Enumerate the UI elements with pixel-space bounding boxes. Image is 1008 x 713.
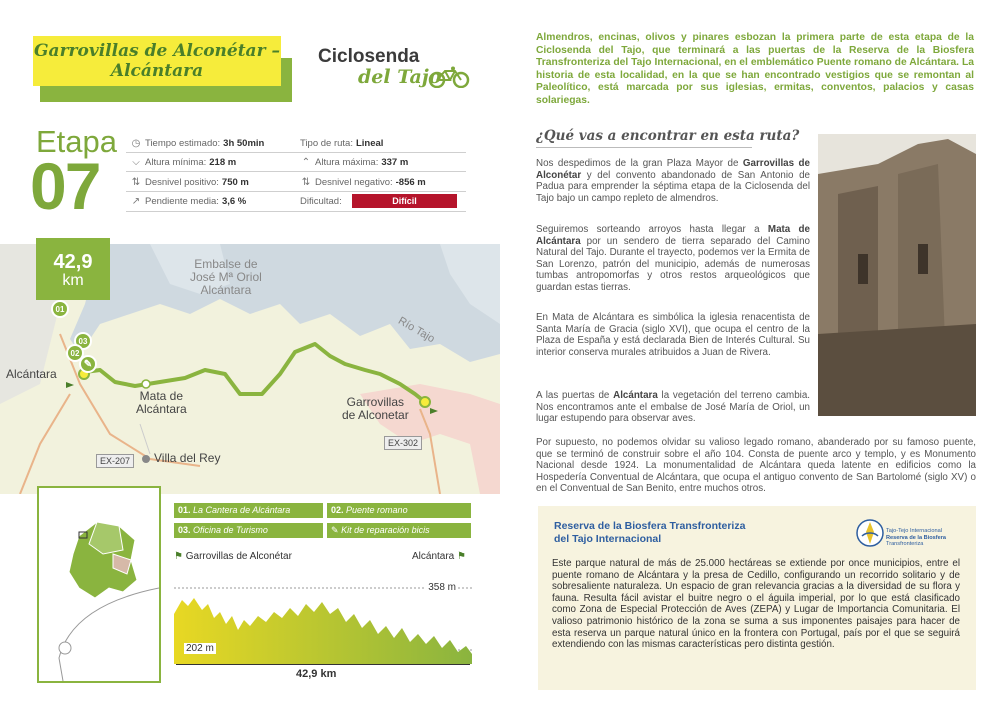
p4-text-a: A las puertas de: [536, 390, 614, 401]
locator-map: [39, 488, 159, 681]
arrow-down-icon: ⌵: [132, 157, 140, 168]
map-label-garrovillas-2: de Alconetar: [342, 408, 409, 422]
poi-item[interactable]: [327, 523, 471, 538]
stat-difficulty: [300, 196, 342, 207]
updown-icon: ⇅: [301, 177, 311, 188]
stage-number: 07: [30, 149, 100, 223]
stat-type-value: Lineal: [355, 138, 384, 149]
paragraph-4: [536, 390, 810, 425]
paragraph-2: [536, 224, 810, 293]
distance-unit: km: [62, 272, 84, 289]
church-image: [818, 134, 976, 416]
stage-title-line1: Garrovillas de Alconétar –: [34, 41, 280, 61]
p4-bold: Alcántara: [613, 390, 658, 401]
map-label-garrovillas: [342, 396, 409, 422]
poi-name: Oficina de Turismo: [193, 525, 268, 535]
reserve-box: [538, 506, 976, 690]
map-label-alcantara: Alcántara: [6, 367, 57, 381]
elevation-chart: [174, 564, 472, 664]
brand-bottom: del Tajo: [358, 66, 442, 88]
p4-text-c: la vegetación del terreno cambia. Nos encontramos ante el embalse de José María de Oriol, un lugar estupendo para observar aves.: [536, 390, 810, 424]
map-label-embalse-3: Alcántara: [200, 283, 252, 297]
map-label-mata: [136, 390, 187, 416]
stat-type-label: Tipo de ruta:: [300, 138, 353, 149]
locator-inset: [37, 486, 161, 683]
distance-badge: [36, 238, 110, 300]
flag-icon: ⚑: [457, 551, 466, 562]
stat-negative-value: -856 m: [395, 177, 426, 188]
updown-icon: ⇅: [131, 177, 141, 188]
stat-slope: [130, 196, 246, 207]
map-label-mata-1: Mata de: [139, 389, 184, 403]
flag-icon: ⚑: [174, 551, 183, 562]
p1-text-c: y del convento abandonado de San Antonio de Padua para emprender la séptima etapa de la Ciclosenda del Tajo bajo un campo repleto de almendros.: [536, 169, 810, 204]
road-badge-ex302: EX-302: [384, 436, 422, 450]
p2-text-a: Seguiremos sorteando arroyos hasta llegar a: [536, 224, 768, 235]
stat-positive-label: Desnivel positivo:: [145, 177, 219, 188]
stat-type: [300, 138, 383, 149]
poi-num: 02.: [331, 505, 344, 515]
poi-name: La Cantera de Alcántara: [193, 505, 291, 515]
wrench-icon[interactable]: ✎: [79, 355, 97, 373]
p1-bold: Garrovillas de Alconétar: [536, 158, 810, 181]
p1-text-a: Nos despedimos de la gran Plaza Mayor de: [536, 158, 743, 169]
stat-max-alt-label: Altura máxima:: [315, 157, 379, 168]
distance-number: 42,9: [53, 251, 93, 273]
profile-start: [174, 551, 292, 562]
heading-underline: [536, 147, 752, 148]
paragraph-1: [536, 158, 810, 204]
arrow-up-icon: ⌃: [301, 157, 311, 168]
clock-icon: ◷: [131, 138, 141, 149]
intro-text: Almendros, encinas, olivos y pinares esbozan la primera parte de esta etapa de la Ciclosenda del Tajo, que terminará a las puertas de la Reserva de la Biosfera Transfronteriza del Tajo Internacional, en el emblemático Puente romano de Alcántara. La historia de esta localidad, en la que se han encontrado vestigios que se remontan al Paleolítico, está marcada por sus iglesias, ermitas, conventos, palacios y casas solariegas.: [536, 32, 974, 106]
stat-slope-value: 3,6 %: [221, 196, 247, 207]
reserve-logo-2: Reserva de la Biosfera: [886, 534, 947, 541]
map-label-embalse-2: José Mª Oriol: [190, 270, 262, 284]
profile-end: [412, 551, 466, 562]
stat-negative: [300, 177, 426, 188]
reserve-logo: [856, 516, 966, 556]
paragraph-3: En Mata de Alcántara es simbólica la iglesia renacentista de Santa María de Gracia (siglo XVI), que ocupa el centro de la Plaza de España y está declarada Bien de Interés Cultural. Su interior conserva murales atribuidos a Juan de Rivera.: [536, 312, 810, 358]
map-label-mata-2: Alcántara: [136, 402, 187, 416]
stat-min-alt: [130, 157, 236, 168]
section-heading: ¿Qué vas a encontrar en esta ruta?: [536, 128, 800, 144]
stat-difficulty-label: Dificultad:: [300, 196, 342, 207]
stat-slope-label: Pendiente media:: [145, 196, 219, 207]
brand-top: Ciclosenda: [318, 46, 420, 67]
trend-icon: ↗: [131, 196, 141, 207]
church-photo: [818, 134, 976, 416]
poi-name: Kit de reparación bicis: [341, 525, 430, 535]
elevation-profile: [174, 564, 472, 664]
divider: [126, 171, 466, 172]
profile-axis: [176, 664, 470, 665]
difficulty-badge: Difícil: [352, 194, 457, 208]
stat-time-label: Tiempo estimado:: [145, 138, 221, 149]
profile-start-label: Garrovillas de Alconétar: [185, 551, 292, 562]
map-label-embalse-1: Embalse de: [194, 257, 258, 271]
profile-distance: 42,9 km: [296, 668, 337, 680]
reserve-logo-3: Transfronteriza: [886, 541, 924, 547]
reserve-body: Este parque natural de más de 25.000 hectáreas se extiende por once municipios, entre el puente romano de Alcántara y la presa de Cedillo, configurando un recorrido solitario y de sobresaliente naturaleza. Un espacio de gran relevancia gracias a la diversidad de su flora y fauna. Resulta fácil avistar el buitre negro o el águila imperial, por lo que está clasificado como Zona de Especial Protección de Aves (ZEPA) y Lugar de Importancia Comunitaria. El valioso patrimonio histórico de la zona se suma a sus imponentes paisajes para hacer de esta reserva un parque natural único en la frontera con Portugal, país por el que se seguirá extendiendo con las mismas características pero distinta gestión.: [552, 558, 960, 651]
map-marker-03[interactable]: 03: [74, 332, 92, 350]
divider: [126, 152, 466, 153]
stat-min-alt-value: 218 m: [209, 157, 237, 168]
paragraph-5: Por supuesto, no podemos olvidar su valioso legado romano, abanderado por su famoso puente, que se terminó de construir sobre el año 104. Consta de puente arco y templo, y es Monumento Nacional desde 1924. La monumentalidad de Alcántara queda latente en edificios como la Hospedería Conventual de Alcántara, que ocupa el antiguo convento de San Bartolomé (siglo XV) o en el Conventual de San Benito, entre muchos otros.: [536, 437, 976, 494]
p2-bold: Mata de Alcántara: [536, 224, 810, 247]
poi-item[interactable]: [174, 503, 323, 518]
stage-title: [33, 36, 281, 86]
map-marker-01[interactable]: 01: [51, 300, 69, 318]
stage-title-line2: Alcántara: [110, 61, 204, 81]
map-marker-02[interactable]: 02: [66, 344, 84, 362]
profile-min-label: 202 m: [186, 643, 214, 654]
reserve-logo-1: Tajo-Tejo Internacional: [886, 528, 942, 534]
reserve-title-2: del Tajo Internacional: [554, 533, 662, 545]
reserve-title-1: Reserva de la Biosfera Transfronteriza: [554, 520, 746, 532]
map-label-garrovillas-1: Garrovillas: [346, 395, 405, 409]
map-label-rio-tajo: Río Tajo: [395, 314, 437, 346]
wrench-icon: ✎: [331, 525, 339, 535]
biosphere-icon: [856, 518, 884, 548]
poi-item[interactable]: [327, 503, 471, 518]
p2-text-c: por un sendero de tierra separado del Camino Natural del Tajo. Durante el trayecto, podemos ver la Ermita de San Lorenzo, patrón del municipio, además de numerosas tumbas antropomorfas y otros restos arqueológicos que guardan estas tierras.: [536, 235, 810, 293]
stat-max-alt: [300, 157, 408, 168]
poi-item[interactable]: [174, 523, 323, 538]
poi-name: Puente romano: [346, 505, 408, 515]
reserve-logo-text: [886, 528, 946, 548]
stat-positive-value: 750 m: [221, 177, 249, 188]
profile-max-label: 358 m: [428, 582, 456, 593]
bicycle-icon: [428, 66, 470, 88]
stat-max-alt-value: 337 m: [381, 157, 409, 168]
divider: [126, 191, 466, 192]
stage-label: Etapa: [36, 124, 118, 159]
divider: [126, 211, 466, 212]
reserve-title: [554, 520, 745, 546]
stat-positive: [130, 177, 249, 188]
road-badge-ex207: EX-207: [96, 454, 134, 468]
map-label-villa-rey: Villa del Rey: [154, 451, 221, 465]
map-label-embalse: [190, 258, 262, 297]
profile-end-label: Alcántara: [412, 551, 455, 562]
poi-num: 01.: [178, 505, 191, 515]
poi-num: 03.: [178, 525, 191, 535]
stat-negative-label: Desnivel negativo:: [315, 177, 393, 188]
stat-time-value: 3h 50min: [223, 138, 265, 149]
stat-min-alt-label: Altura mínima:: [145, 157, 207, 168]
stat-time: [130, 138, 264, 149]
